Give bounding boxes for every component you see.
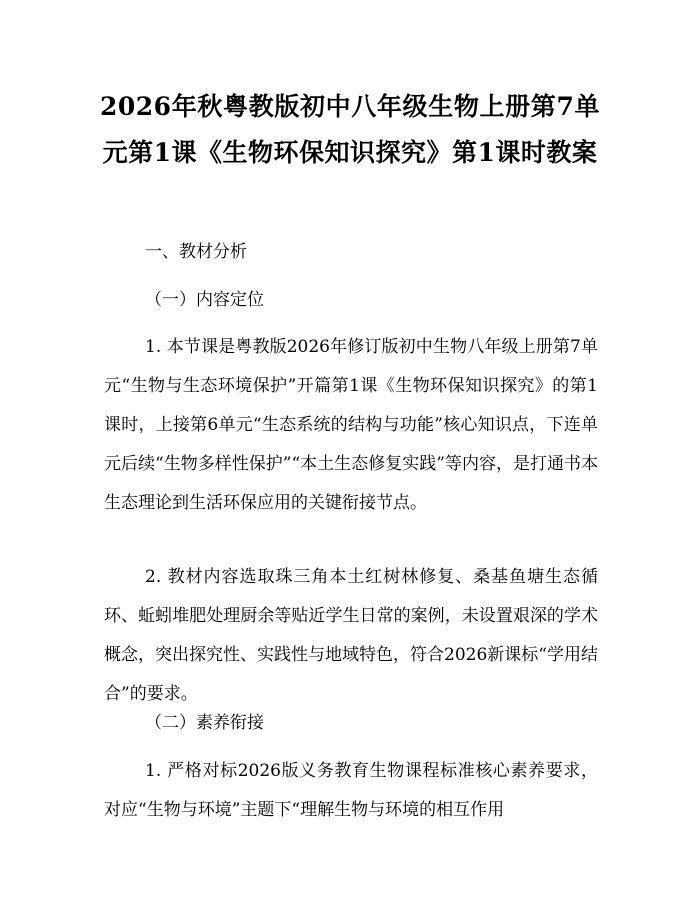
section-heading-teaching-material-analysis: 一、教材分析	[145, 242, 247, 262]
document-title: 2026年秋粤教版初中八年级生物上册第7单元第1课《生物环保知识探究》第1课时教案	[100, 92, 600, 167]
paragraph-content-positioning-2: 2. 教材内容选取珠三角本土红树林修复、桑基鱼塘生态循环、蚯蚓堆肥处理厨余等贴近学生日常的案例，未设置艰深的学术概念，突出探究性、实践性与地域特色，符合2026新课标“学用结合”的要求。	[104, 567, 598, 704]
paragraph-content-positioning-1: 1. 本节课是粤教版2026年修订版初中生物八年级上册第7单元“生物与生态环境保护”开篇第1课《生物环保知识探究》的第1课时，上接第6单元“生态系统的结构与功能”核心知识点，下连单元后续“生物多样性保护”“本土生态修复实践”等内容，是打通书本生态理论到生活环保应用的关键衔接节点。	[104, 337, 598, 513]
subsection-heading-literacy-connection: （二）素养衔接	[145, 713, 264, 733]
subsection-heading-content-positioning: （一）内容定位	[145, 290, 264, 310]
paragraph-literacy-connection-1: 1. 严格对标2026版义务教育生物课程标准核心素养要求，对应“生物与环境”主题下“理解生物与环境的相互作用	[104, 761, 598, 820]
